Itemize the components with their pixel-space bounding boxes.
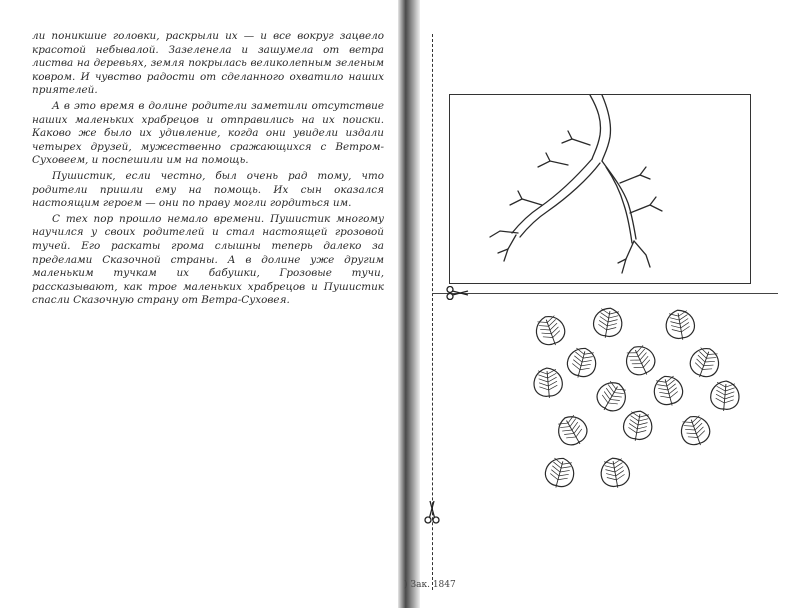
leaf-icon — [710, 380, 741, 412]
print-footer — [404, 580, 456, 590]
paragraph-1: ли поникшие головки, раскрыли их — и все вокруг зацвело красотой небывалой. Зазеленела и зашумела от ветра листва на деревьях, земля покрылась великолепным зеленым ковром. И чувство радости от сделанного охватило наших приятелей. — [32, 30, 384, 97]
leaf-icon — [664, 308, 697, 342]
leaf-icon — [621, 341, 659, 380]
tree-frame — [449, 94, 751, 284]
story-text — [32, 30, 384, 310]
tree-branch-drawing — [450, 95, 750, 283]
leaf-icon — [651, 373, 686, 409]
leaf-icon — [621, 409, 654, 443]
leaf-icon — [553, 411, 592, 451]
paragraph-4: С тех пор прошло немало времени. Пушистик многому научился у своих родителей и стал настоящей грозовой тучей. Его раскаты грома слышны теперь далеко за пределами Сказочной страны. А в долине уже другим маленьким тучкам их бабушки, Грозовые тучи, рассказывают, как трое маленьких храбрецов и Пушистик спасли Сказочную страну от Ветра-Суховея. — [32, 212, 384, 307]
leaves-cutout-sheet — [520, 300, 770, 500]
leaf-icon — [686, 344, 723, 382]
scissors-icon — [424, 500, 440, 524]
footer-order-number: Зак. 1847 — [410, 580, 456, 590]
paragraph-2: А в это время в долине родители заметили отсутствие наших маленьких храбрецов и отправились на их поиски. Каково же было их удивление, когда они увидели издали четырех друзей, мужественно сражающихся с Ветром-Суховеем, и поспешили им на помощь. — [32, 99, 384, 167]
leaf-icon — [591, 306, 624, 340]
leaf-icon — [542, 455, 577, 491]
leaf-icon — [533, 367, 564, 399]
leaf-icon — [599, 456, 632, 490]
leaf-icon — [592, 377, 631, 417]
leaf-icon — [532, 312, 569, 350]
scissors-icon — [446, 286, 470, 300]
leaf-icon — [564, 345, 599, 381]
footer-mark: ) — [404, 580, 408, 590]
book-gutter — [398, 0, 420, 608]
left-page — [0, 0, 398, 608]
leaf-icon — [677, 412, 714, 450]
horizontal-cut-line — [432, 293, 778, 294]
paragraph-3: Пушистик, если честно, был очень рад тому, что родители пришли ему на помощь. Их сын оказался настоящим героем — они по праву могли гордиться им. — [32, 169, 384, 210]
